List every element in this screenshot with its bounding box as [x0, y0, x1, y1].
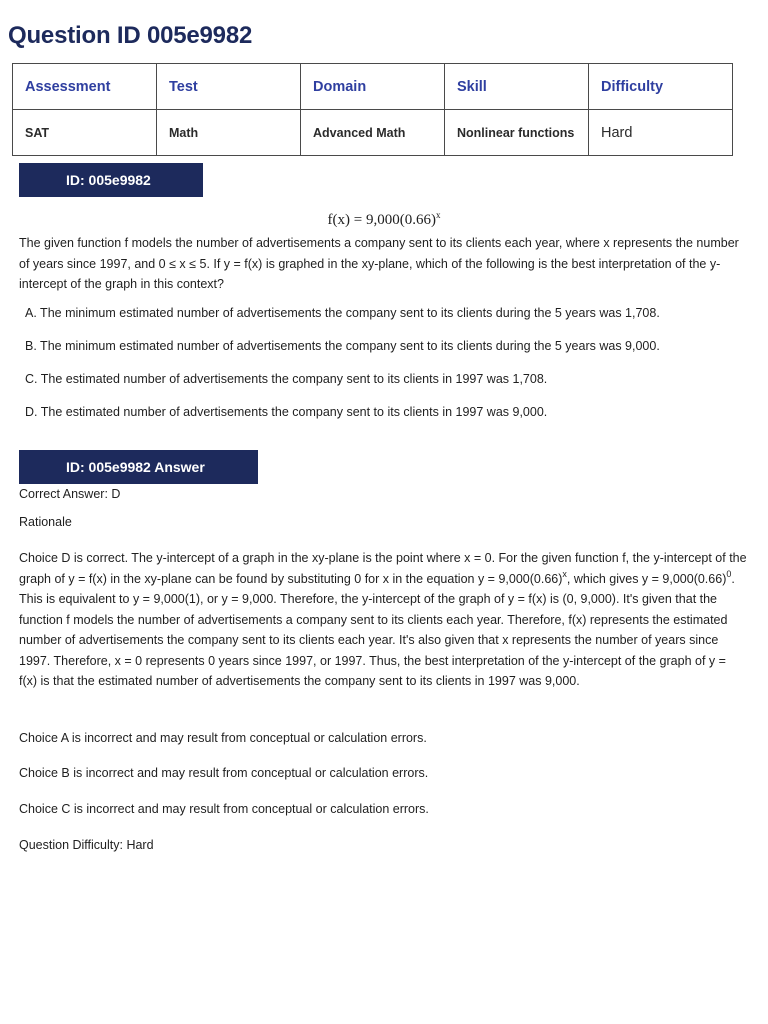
- meta-header-row: [13, 64, 733, 110]
- choice-a: A. The minimum estimated number of advertisements the company sent to its clients during the 5 years was 1,708.: [25, 306, 660, 320]
- question-id-banner: ID: 005e9982: [19, 163, 203, 197]
- meta-value-skill: Nonlinear functions: [445, 110, 589, 156]
- meta-header-test: Test: [157, 64, 301, 110]
- meta-value-difficulty: Hard: [589, 110, 733, 156]
- page-title: Question ID 005e9982: [8, 22, 253, 49]
- choice-d: D. The estimated number of advertisements the company sent to its clients in 1997 was 9,000.: [25, 405, 548, 419]
- meta-header-skill: Skill: [445, 64, 589, 110]
- meta-header-assessment: Assessment: [13, 64, 157, 110]
- correct-answer: Correct Answer: D: [19, 487, 121, 501]
- meta-value-domain: Advanced Math: [301, 110, 445, 156]
- question-difficulty: Question Difficulty: Hard: [19, 838, 154, 852]
- question-formula: $f(x) = 9,000(0.66)^x$: [327, 210, 441, 228]
- rationale-label: Rationale: [19, 515, 72, 529]
- choice-b-rationale: Choice B is incorrect and may result from conceptual or calculation errors.: [19, 766, 429, 780]
- meta-value-row: [13, 110, 733, 156]
- question-stem: The given function f models the number of advertisements a company sent to its clients each year, where x represents the number of years since 1997, and 0 ≤ x ≤ 5. If y = f(x) is graphed in the xy-plane, which of the following is the best interpretation of the y-intercept of the graph in this context?: [19, 236, 739, 291]
- question-meta-table: [12, 63, 733, 156]
- choice-b: B. The minimum estimated number of advertisements the company sent to its clients during the 5 years was 9,000.: [25, 339, 660, 353]
- choice-a-rationale: Choice A is incorrect and may result from conceptual or calculation errors.: [19, 731, 427, 745]
- rationale-text: Choice D is correct. The y-intercept of a graph in the xy-plane is the point where x = 0. For the given function f, the y-intercept of the graph of y = f(x) in the xy-plane can be found by substituting 0 for x in the equation $y = 9,000(0.66)^x$, which gives $y = 9,000(0.66)^0$. This is equivalent to y = 9,000(1), or y = 9,000. Therefore, the y-intercept of the graph of y = f(x) is (0, 9,000). It's given that the function f models the number of advertisements a company sent to its clients each year. Therefore, f(x) represents the estimated number of advertisements the company sent to its clients each year. It's also given that x represents the number of years since 1997. Therefore, x = 0 represents 0 years since 1997, or 1997. Thus, the best interpretation of the y-intercept of the graph of y = f(x) is that the estimated number of advertisements the company sent to its clients in 1997 was 9,000.: [19, 551, 747, 688]
- choice-c: C. The estimated number of advertisements the company sent to its clients in 1997 was 1,708.: [25, 372, 548, 386]
- answer-id-banner: ID: 005e9982 Answer: [19, 450, 258, 484]
- choice-c-rationale: Choice C is incorrect and may result from conceptual or calculation errors.: [19, 802, 429, 816]
- meta-value-assessment: SAT: [13, 110, 157, 156]
- meta-header-domain: Domain: [301, 64, 445, 110]
- meta-value-test: Math: [157, 110, 301, 156]
- meta-header-difficulty: Difficulty: [589, 64, 733, 110]
